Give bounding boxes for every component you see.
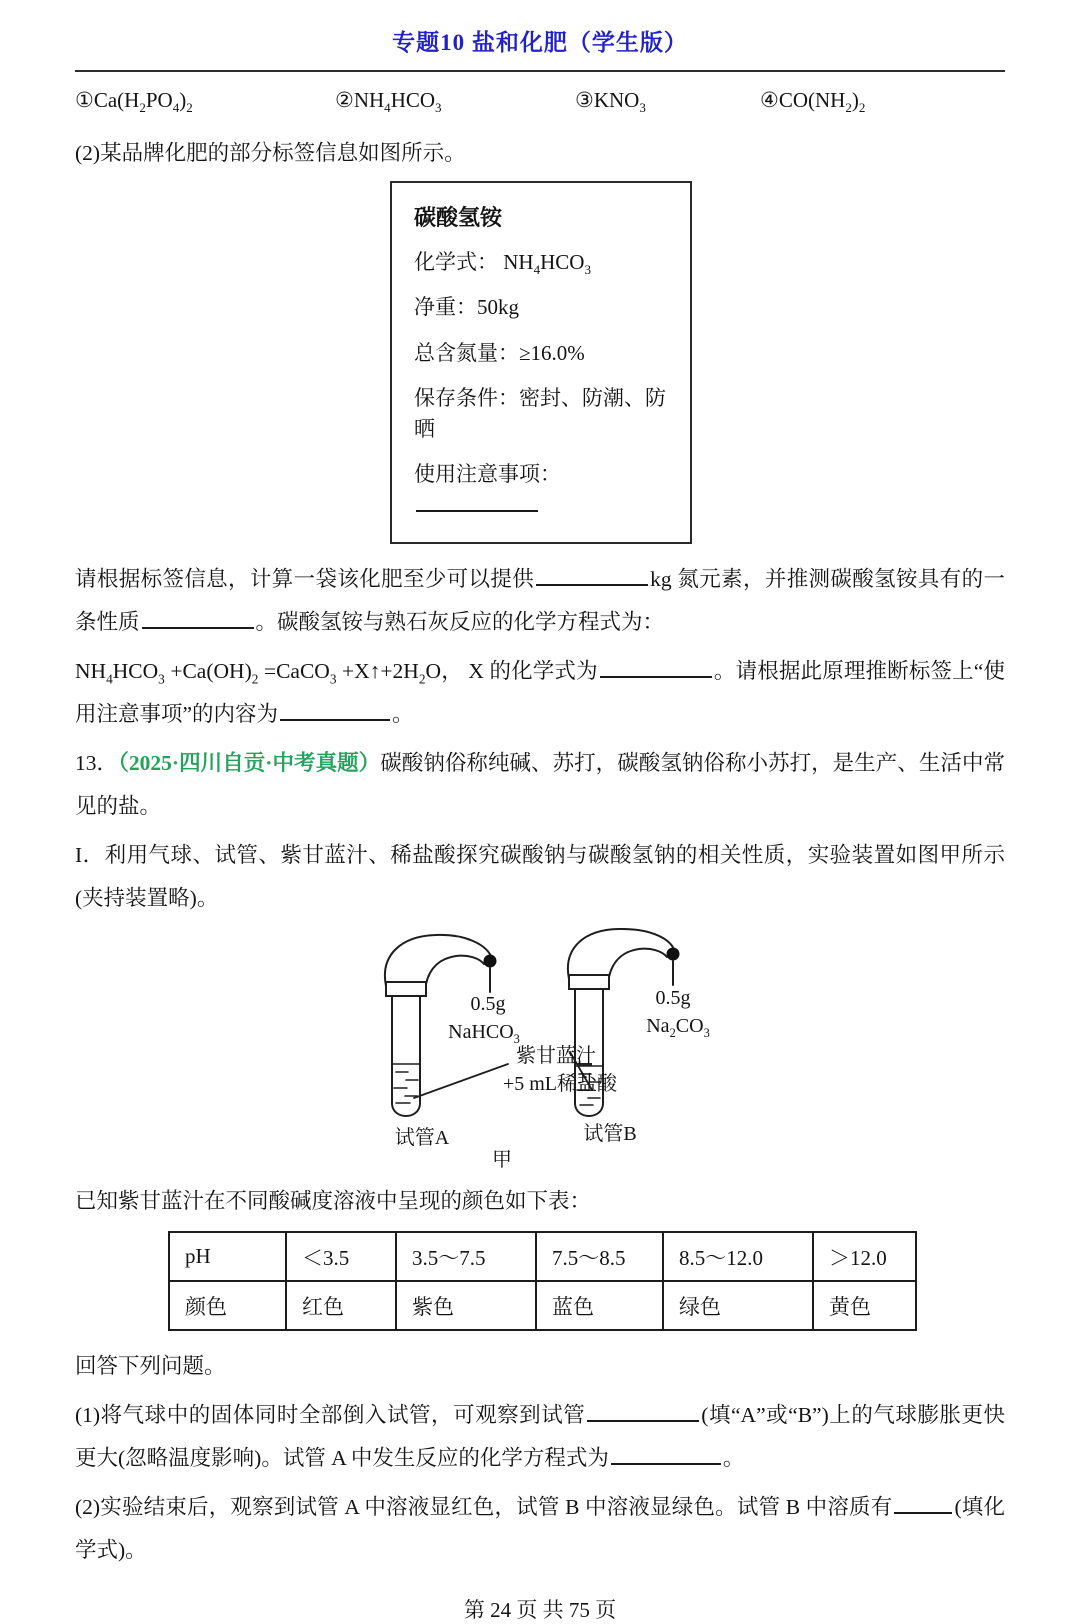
text-run: 碳酸钠俗称纯碱、苏打，碳酸氢钠俗称小苏打，是生产、生活中常见的盐。 xyxy=(75,751,1005,819)
tubeA-name-label: 试管A xyxy=(394,1127,450,1150)
center-label-leader-A xyxy=(414,1064,508,1098)
tubeA-balloon-outer xyxy=(385,935,491,986)
tubeA-balloon-knot xyxy=(484,955,497,968)
tubeA-chemical-label: NaHCO$_3$ xyxy=(448,1021,520,1047)
page-title: 专题10 盐和化肥（学生版） xyxy=(392,30,688,55)
chemical-equation: $NH_4HCO_3 +Ca(OH)_2$ =CaCO$_3$ $+X↑+2H_2O$ xyxy=(75,659,442,687)
text-run: 。碳酸氢铵与熟石灰反应的化学方程式为： xyxy=(255,610,665,635)
text-run: (1)将气球中的固体同时全部倒入试管，可观察到试管 xyxy=(75,1403,586,1428)
usage-note-label: 使用注意事项： xyxy=(414,462,561,487)
text-run: (2)实验结束后，观察到试管 A 中溶液显红色，试管 B 中溶液显绿色。试管 B 中溶质有 xyxy=(75,1495,893,1520)
part1-intro-paragraph: I．利用气球、试管、紫甘蓝汁、稀盐酸探究碳酸钠与碳酸氢钠的相关性质，实验装置如图甲所示(夹持装置略)。 xyxy=(75,843,1005,911)
chemical-formula: $Ca(H_2PO_4)_2$ xyxy=(93,88,193,116)
table-cell: 颜色 xyxy=(169,1281,286,1330)
formula-options-row xyxy=(75,80,1005,122)
chemical-formula: $NH_4HCO_3$ xyxy=(353,88,442,116)
table-row xyxy=(169,1281,916,1330)
formula-option-2 xyxy=(335,88,442,116)
fertilizer-formula-line xyxy=(414,247,668,277)
chemical-formula: $CO(NH_2)_2$ xyxy=(778,88,866,116)
table-cell: 7.5～8.5 xyxy=(536,1232,663,1281)
text-run: 。 xyxy=(722,1446,745,1471)
fill-blank xyxy=(536,564,648,587)
option-number: ① xyxy=(75,88,94,112)
tubeB-balloon-outer xyxy=(568,929,674,979)
tubeB-rim xyxy=(569,975,609,989)
table-cell: 绿色 xyxy=(663,1281,813,1330)
fill-blank xyxy=(600,656,712,679)
text-run: 。请根据此原理推断标签上“使用注意事项”的内容为 xyxy=(75,659,1005,727)
fertilizer-name: 碳酸氢铵 xyxy=(414,205,503,230)
tubeA-rim xyxy=(386,982,426,996)
header-divider xyxy=(75,70,1005,72)
table-cell: pH xyxy=(169,1232,286,1281)
table-cell: 黄色 xyxy=(813,1281,916,1330)
text-run: (填化学式)。 xyxy=(75,1495,1005,1563)
formula-option-1 xyxy=(75,88,193,116)
option-number: ④ xyxy=(760,88,779,112)
formula-label: 化学式： xyxy=(414,250,498,274)
net-weight-line: 净重：50kg xyxy=(414,295,519,320)
sub-question-1 xyxy=(75,1394,1005,1480)
chemical-formula: $NH_4HCO_3$ xyxy=(503,250,591,278)
solution-label-line1: 紫甘蓝汁 xyxy=(516,1045,596,1068)
table-intro-paragraph: 已知紫甘蓝汁在不同酸碱度溶液中呈现的颜色如下表： xyxy=(75,1189,592,1214)
option-number: ② xyxy=(335,88,354,112)
text-run: kg 氮元素，并推测碳酸氢铵具有的一条性质 xyxy=(75,567,1005,635)
table-row xyxy=(169,1232,916,1281)
fill-blank xyxy=(280,699,390,722)
table-cell: 蓝色 xyxy=(536,1281,663,1330)
equation-paragraph xyxy=(75,650,1005,736)
tubeB-balloon-knot xyxy=(667,948,680,961)
ph-color-table xyxy=(168,1231,917,1331)
table-cell: 红色 xyxy=(286,1281,396,1330)
formula-option-4 xyxy=(760,88,866,116)
fill-blank xyxy=(611,1443,721,1466)
option-number: ③ xyxy=(575,88,594,112)
tubeA-balloon-inner xyxy=(426,956,484,984)
tubeB-chemical-label: $Na_2CO_3$ xyxy=(646,1015,710,1041)
usage-note-line xyxy=(414,459,668,520)
question-13-paragraph xyxy=(75,742,1005,828)
fill-blank xyxy=(142,607,254,630)
tubeB-balloon-inner xyxy=(609,949,667,977)
table-cell: ＞12.0 xyxy=(813,1232,916,1281)
table-cell: 8.5～12.0 xyxy=(663,1232,813,1281)
tubeA-amount-label: 0.5g xyxy=(470,993,506,1016)
text-run: 请根据标签信息，计算一袋该化肥至少可以提供 xyxy=(75,567,535,592)
storage-condition-line: 保存条件：密封、防潮、防晒 xyxy=(414,386,666,441)
page-number-footer: 第 24 页 共 75 页 xyxy=(463,1598,617,1623)
fill-blank xyxy=(587,1400,699,1423)
tubeB-amount-label: 0.5g xyxy=(655,987,691,1010)
fertilizer-label-box xyxy=(390,181,692,544)
text-run: 。 xyxy=(392,702,414,727)
question-2-intro: (2)某品牌化肥的部分标签信息如图所示。 xyxy=(75,141,466,165)
nitrogen-content-line: 总含氮量：≥16.0% xyxy=(414,340,585,365)
exam-source-tag: （2025·四川自贡·中考真题） xyxy=(118,751,381,776)
experiment-figure xyxy=(360,928,780,1170)
text-run: (填“A”或“B”)上的气球膨胀更快更大(忽略温度影响)。试管 A 中发生反应的化学方程式为 xyxy=(75,1403,1006,1471)
fill-blank xyxy=(416,490,538,512)
chemical-formula: $KNO_3$ xyxy=(593,88,646,116)
question-number: 13． xyxy=(75,751,119,776)
text-run: ， X 的化学式为 xyxy=(441,659,598,684)
table-cell: 紫色 xyxy=(396,1281,536,1330)
tubeB-name-label: 试管B xyxy=(583,1123,637,1146)
formula-option-3 xyxy=(575,88,646,116)
solution-label-line2: +5 mL稀盐酸 xyxy=(502,1073,618,1096)
answer-intro-paragraph: 回答下列问题。 xyxy=(75,1354,226,1379)
sub-question-2 xyxy=(75,1486,1005,1572)
fill-blank xyxy=(894,1492,952,1515)
table-cell: ＜3.5 xyxy=(286,1232,396,1281)
calc-question-paragraph xyxy=(75,558,1005,644)
table-cell: 3.5～7.5 xyxy=(396,1232,536,1281)
figure-caption: 甲 xyxy=(492,1149,512,1172)
